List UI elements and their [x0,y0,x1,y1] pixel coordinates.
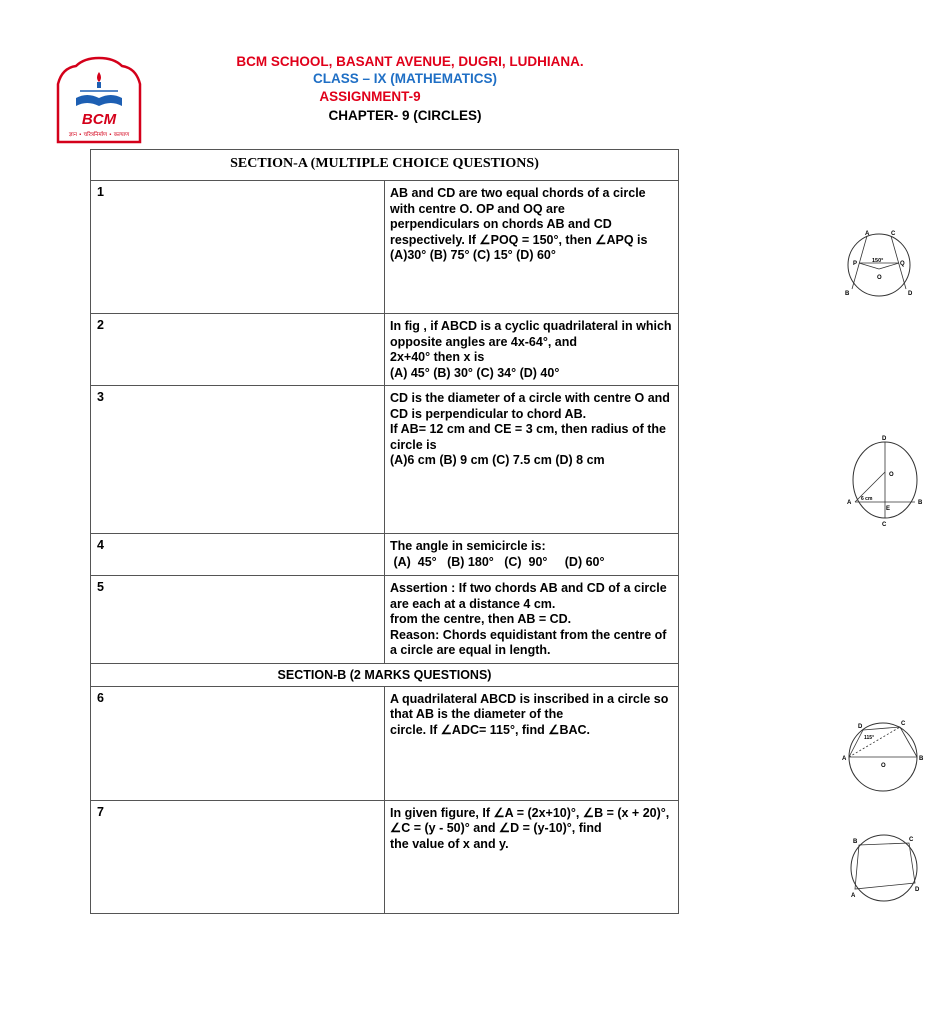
question-line: CD is the diameter of a circle with centre O and CD is perpendicular to chord AB. [390,391,670,421]
figure-q6 [840,717,926,793]
figure-q7 [845,831,923,905]
question-line: perpendiculars on chords AB and CD respectively. If ∠POQ = 150°, then ∠APQ is [390,217,648,247]
question-line: (A) 45° (B) 30° (C) 34° (D) 40° [390,365,560,380]
question-line: 2x+40° then x is [390,350,485,364]
label-q: Q [900,261,905,267]
question-row [91,800,679,913]
question-line: from the centre, then AB = CD. [390,612,572,626]
label-d: D [882,436,887,442]
label-length: 6 cm [861,496,873,502]
label-c: C [901,720,906,727]
question-line: If AB= 12 cm and CE = 3 cm, then radius of the circle is [390,422,666,452]
label-b: B [845,291,850,297]
label-d: D [915,886,920,893]
assignment-title: ASSIGNMENT-9 [319,89,421,104]
question-text [385,686,924,800]
label-a: A [847,500,852,506]
label-o: O [881,762,886,769]
question-number: 5 [91,576,385,664]
question-line: (A)6 cm (B) 9 cm (C) 7.5 cm (D) 8 cm [390,453,605,467]
school-logo [54,58,144,144]
question-line: (A)30° (B) 75° (C) 15° (D) 60° [390,248,556,262]
section-b-title: SECTION-B (2 MARKS QUESTIONS) [91,663,679,686]
question-number: 6 [91,686,385,800]
chapter-title: CHAPTER- 9 (CIRCLES) [328,108,482,123]
question-row [91,534,679,576]
label-e: E [886,506,891,512]
class-title: CLASS – IX (MATHEMATICS) [313,71,497,86]
label-b: B [853,838,858,845]
logo-text: BCM [81,111,117,128]
question-line: AB and CD are two equal chords of a circle with centre O. OP and OQ are [390,186,646,216]
figure-q3 [845,434,927,526]
question-number: 4 [91,534,385,576]
question-text [385,534,679,576]
label-d: D [908,291,913,297]
label-p: P [853,261,858,267]
question-row [91,386,679,534]
section-a-title: SECTION-A (MULTIPLE CHOICE QUESTIONS) [91,150,679,181]
questions-table [90,149,924,914]
question-row [91,181,679,314]
question-number: 7 [91,800,385,913]
question-text [385,181,913,314]
question-line: Assertion : If two chords AB and CD of a circle are each at a distance 4 cm. [390,581,667,611]
question-text [385,800,920,913]
question-line: (A) 45° (B) 180° (C) 90° (D) 60° [390,554,605,569]
question-row [91,686,679,800]
label-c: C [882,522,887,528]
label-a: A [851,892,856,899]
question-line: Reason: Chords equidistant from the centre of a circle are equal in length. [390,627,667,657]
label-a: A [842,755,847,762]
question-line: The angle in semicircle is: [390,539,546,553]
question-line: circle. If ∠ADC= 115°, find ∠BAC. [390,722,591,737]
label-d: D [858,723,863,730]
question-line: A quadrilateral ABCD is inscribed in a circle so that AB is the diameter of the [390,691,669,721]
label-b: B [919,755,924,762]
question-number: 3 [91,386,385,534]
school-name: BCM SCHOOL, BASANT AVENUE, DUGRI, LUDHIANA. [236,54,584,69]
question-number: 2 [91,314,385,386]
question-text [385,386,923,534]
question-row [91,314,679,386]
label-angle: 115° [864,734,875,741]
question-row [91,576,679,664]
label-b: B [918,500,923,506]
question-line: In given figure, If ∠A = (2x+10)°, ∠B = (x + 20)°, ∠C = (y - 50)° and ∠D = (y-10)°, find [390,805,670,835]
question-text [385,314,679,386]
label-o: O [877,275,882,281]
question-line: In fig , if ABCD is a cyclic quadrilateral in which opposite angles are 4x-64°, and [390,319,672,349]
logo-motto: ज्ञान • चरित्रनिर्माण • कल्याण [68,132,130,138]
label-c: C [891,231,896,237]
question-text [385,576,679,664]
label-a: A [865,231,870,237]
question-number: 1 [91,181,385,314]
figure-q1 [840,229,918,305]
question-line: the value of x and y. [390,836,509,851]
label-c: C [909,836,914,843]
label-angle: 150° [872,258,884,264]
label-o: O [889,472,894,478]
